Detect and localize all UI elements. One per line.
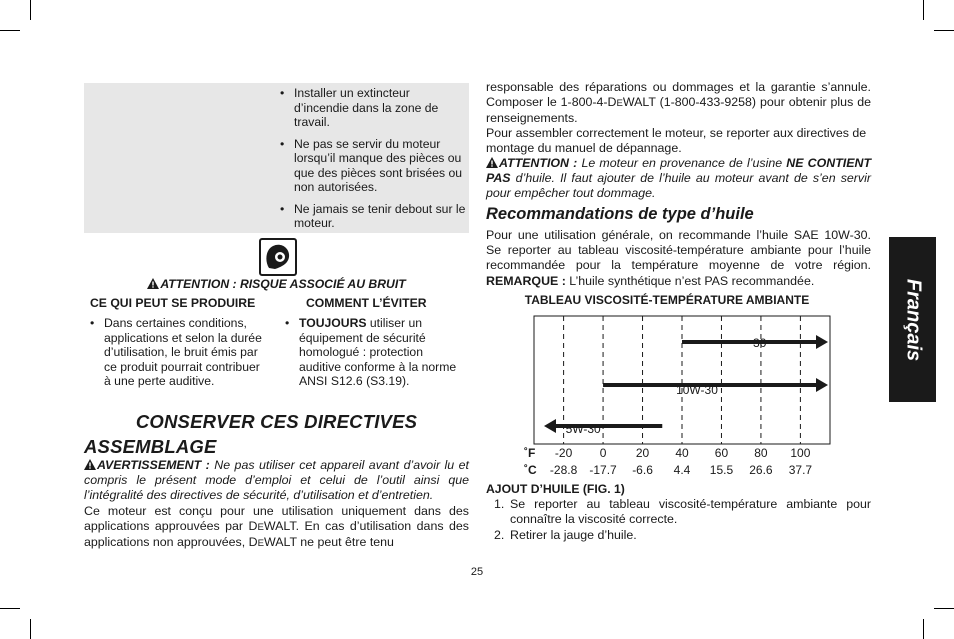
oil-recommendation-paragraph bbox=[486, 228, 871, 289]
attention-text-a: Le moteur en provenance de l’usine bbox=[577, 156, 787, 170]
usage-paragraph bbox=[84, 504, 469, 552]
box-bullet: • Installer un extincteur d’incendie dans la zone de travail. bbox=[280, 86, 466, 130]
attention-bold: NE CONTIENT PAS bbox=[486, 156, 872, 186]
toujours-label: TOUJOURS bbox=[299, 316, 367, 330]
crop-mark bbox=[30, 619, 31, 639]
tick-label-c: -6.6 bbox=[632, 463, 653, 477]
col1-heading: CE QUI PEUT SE PRODUIRE bbox=[90, 296, 256, 310]
usage-text-c: WALT. En cas d’utilisation dans des applications non approuvées, D bbox=[84, 519, 469, 550]
crop-mark bbox=[923, 0, 924, 20]
series-label: 5W-30 bbox=[565, 422, 601, 436]
tick-label-c: -17.7 bbox=[589, 463, 617, 477]
attention-text-b: d’huile. Il faut ajouter de l’huile au moteur avant de s’en servir pour empêcher tout dommage. bbox=[486, 171, 871, 201]
step-item bbox=[494, 528, 871, 543]
crop-mark bbox=[0, 608, 20, 609]
warning-triangle-icon bbox=[147, 278, 159, 289]
col2-list bbox=[285, 316, 460, 396]
attention-oil-paragraph bbox=[486, 156, 871, 202]
remarque-text: L’huile synthétique n’est PAS recommandée. bbox=[565, 273, 815, 288]
usage-text-a: Ce moteur est conçu pour une utilisation uniquement dans des applications approuvées par D bbox=[84, 504, 469, 534]
page-number: 25 bbox=[470, 566, 484, 578]
crop-mark bbox=[0, 30, 20, 31]
tick-label-c: 4.4 bbox=[673, 463, 691, 477]
unit-c-label: ˚C bbox=[524, 463, 537, 477]
step-number: 1. bbox=[494, 497, 505, 511]
crop-mark bbox=[934, 30, 954, 31]
tick-label-f: -20 bbox=[554, 446, 573, 460]
col2-heading: COMMENT L’ÉVITER bbox=[306, 296, 427, 310]
box-bullet-list bbox=[280, 86, 466, 238]
crop-mark bbox=[923, 619, 924, 639]
tick-label-f: 80 bbox=[754, 446, 768, 460]
col2-item-text: utiliser un équipement de sécurité homologué : protection auditive conforme à la norme ANSI S12.6 (S3.19). bbox=[299, 316, 457, 388]
tick-label-c: -28.8 bbox=[549, 463, 578, 477]
warranty-paragraph bbox=[486, 80, 871, 127]
tick-label-c: 15.5 bbox=[709, 463, 734, 477]
unit-f-label: ˚F bbox=[524, 446, 536, 460]
language-tab bbox=[889, 237, 936, 402]
col1-item: • Dans certaines conditions, applications et selon la durée d’utilisation, le bruit émis par ce produit pourrait contribuer à une perte auditive. bbox=[90, 316, 268, 389]
tick-label-f: 20 bbox=[635, 446, 650, 460]
dewalt-small-e: E bbox=[257, 522, 264, 534]
tick-label-f: 100 bbox=[790, 446, 811, 460]
tick-label-f: 60 bbox=[714, 446, 729, 460]
series-label: 30 bbox=[753, 336, 767, 350]
ear-protection-icon bbox=[259, 238, 297, 276]
usage-text-e: WALT ne peut être tenu bbox=[264, 535, 394, 550]
conserver-heading: CONSERVER CES DIRECTIVES bbox=[135, 411, 418, 432]
step-item bbox=[494, 497, 871, 527]
remarque-label: REMARQUE : bbox=[486, 273, 566, 288]
steps-list bbox=[494, 497, 871, 544]
tick-label-c: 37.7 bbox=[788, 463, 813, 477]
avertissement-text: Ne pas utiliser cet appareil avant d’avoir lu et compris le présent mode d’emploi et celui de l’outil ainsi que l’intégralité des directives de sécurité, d’utilisation et d’entretien. bbox=[84, 458, 469, 503]
warranty-text-c: WALT (1-800-433-9258) pour obtenir plus de renseignements. bbox=[486, 95, 871, 126]
box-bullet: • Ne pas se servir du moteur lorsqu’il manque des pièces ou que des pièces sont brisées ou non autorisées. bbox=[280, 137, 466, 195]
warning-triangle-icon bbox=[84, 459, 96, 470]
range-bar bbox=[682, 340, 818, 344]
tick-label-f: 0 bbox=[599, 446, 607, 460]
reco-text: Pour une utilisation générale, on recommande l’huile SAE 10W-30. Se reporter au tableau viscosité-température ambiante pour l’huile recommandée pour la température moyenne de votre région. bbox=[486, 228, 871, 273]
crop-mark bbox=[30, 0, 31, 20]
assembly-paragraph: Pour assembler correctement le moteur, se reporter aux directives de montage du manuel de dépannage. bbox=[486, 126, 867, 156]
warning-triangle-icon bbox=[486, 157, 498, 168]
assemblage-heading: ASSEMBLAGE bbox=[84, 436, 217, 457]
avertissement-paragraph bbox=[84, 458, 469, 504]
dewalt-small-e: E bbox=[616, 98, 623, 110]
chart-title: TABLEAU VISCOSITÉ-TEMPÉRATURE AMBIANTE bbox=[524, 293, 810, 307]
warranty-text-a: responsable des réparations ou dommages et la garantie s’annule. Composer le 1-800-4-D bbox=[486, 80, 871, 110]
crop-mark bbox=[934, 608, 954, 609]
col2-item bbox=[285, 316, 460, 389]
viscosity-chart bbox=[520, 312, 840, 482]
language-tab-label: Français bbox=[902, 278, 924, 361]
series-label: 10W-30 bbox=[676, 383, 718, 397]
dewalt-small-e: E bbox=[257, 538, 264, 550]
tick-label-c: 26.6 bbox=[749, 463, 773, 477]
tick-label-f: 40 bbox=[675, 446, 689, 460]
attention-label: ATTENTION : bbox=[499, 156, 578, 170]
col1-list bbox=[90, 316, 268, 396]
step-number: 2. bbox=[494, 528, 505, 543]
step-text: Retirer la jauge d’huile. bbox=[510, 528, 637, 543]
noise-heading-text: ATTENTION : RISQUE ASSOCIÉ AU BRUIT bbox=[160, 277, 406, 291]
avertissement-label: AVERTISSEMENT : bbox=[97, 458, 210, 472]
ajout-heading: AJOUT D’HUILE (FIG. 1) bbox=[486, 482, 625, 496]
box-bullet: • Ne jamais se tenir debout sur le moteur. bbox=[280, 202, 466, 231]
oil-recommendation-heading: Recommandations de type d’huile bbox=[486, 205, 754, 223]
step-text: Se reporter au tableau viscosité-température ambiante pour connaître la viscosité correcte. bbox=[510, 497, 871, 527]
noise-warning-heading bbox=[84, 277, 469, 291]
